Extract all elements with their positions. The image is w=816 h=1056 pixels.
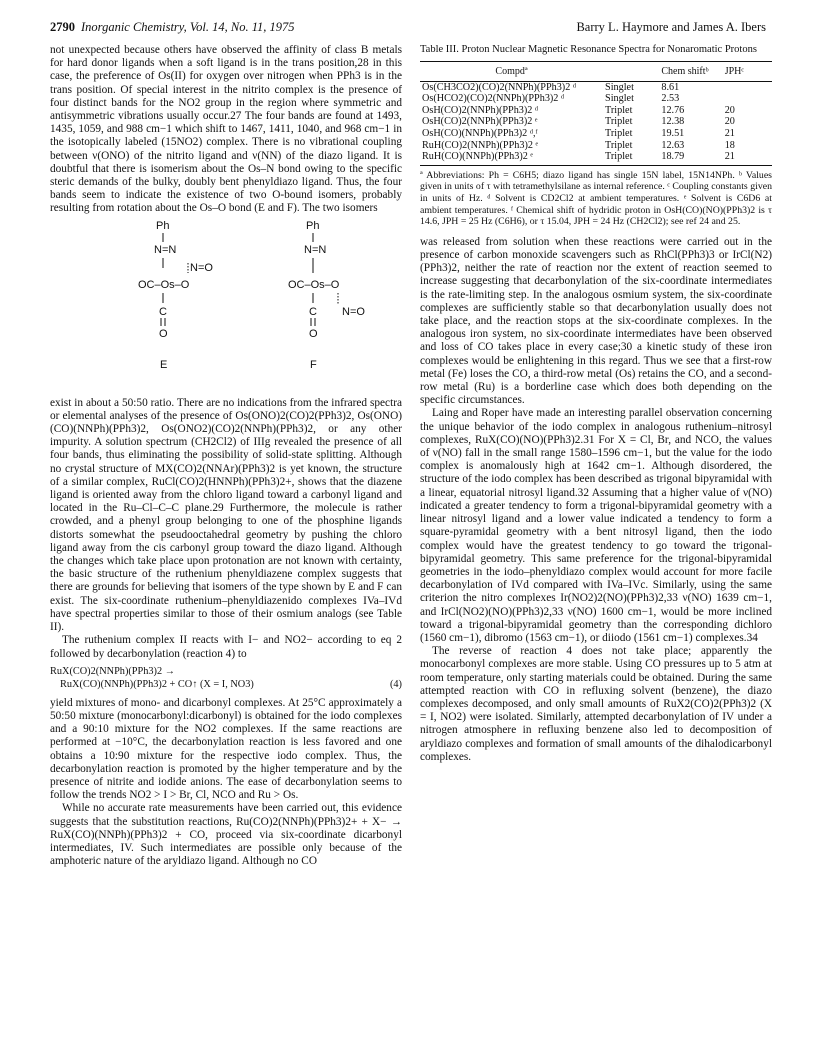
cell-shift: 2.53 [661,93,680,105]
author-names: Barry L. Haymore and James A. Ibers [576,20,766,34]
table-row [420,151,772,165]
equation-line: RuX(CO)(NNPh)(PPh3)2 + CO↑ (X = I, NO3) [60,678,254,690]
table-row [420,105,772,117]
paragraph: yield mixtures of mono- and dicarbonyl complexes. At 25°C approximately a 50:50 mixture (monocarbonyl:dicarbonyl) is obtained for the iodo complexes and a 90:10 mixture for the NO2 complexes. If the same reactions are performed at −10°C, the decarbonylation reaction is less favored and one obtains a 10:90 mixture for the respective iodo complex. Thus, the decarbonylation reaction is promoted by the higher temperature and by the presence of nitrite and iodide anions. The ease of decarbonylation seems to follow the trends NO2 > I > Br, Cl, NCO and Ru > Os. [50,696,402,802]
running-header [50,20,766,38]
cell-multiplicity: Triplet [603,151,659,165]
cell-coupling: 21 [723,151,772,165]
paragraph: Laing and Roper have made an interesting parallel observation concerning the unique behavior of the iodo complex in analogous ruthenium–nitrosyl complexes, RuX(CO)(NO)(PPh3)2.31 For X = Cl, Br, and NCO, the values of ν(NO) fall in the small range 1580–1596 cm−1, but the value for the iodo complex is anomalously high at 1642 cm−1. Although disordered, the structure of the iodo complex has been described as trigonal bipyramidal with a linear, equatorial nitrosyl ligand.32 Assuming that a higher value of ν(NO) indicated a greater tendency to form a trigonal-bipyramidal geometry with a linear nitrosyl ligand and a lower value indicated a tendency to form a square-pyramidal geometry with a bent nitrosyl ligand, then the iodo complex would have the greatest tendency to go toward the trigonal-bipyramidal geometry. This same preference for the trigonal-bipyramidal geometries in the iodo–phenyldiazo complex would account for more facile decarbonylation of IVd compared with IVa–IVc. Similarly, using the same criterion the nitro complexes Ir(NO2)2(NO)(PPh3)2,33 ν(NO) 1639 cm−1, and IrCl(NO2)(NO)(PPh3)2,33 ν(NO) 1600 cm−1, would be more inclined toward a trigonal-bipyramidal geometry than the corresponding dichloro (1560 cm−1), dibromo (1563 cm−1), or diiodo (1561 cm−1) complexes.34 [420,407,772,644]
table-footnotes: ª Abbreviations: Ph = C6H5; diazo ligand has single 15N label, 15N14NPh. ᵇ Values given in units of τ with tetramethylsilane as internal reference. ᶜ Coupling constants given in units of Hz. ᵈ Solvent is CD2Cl2 at ambient temperatures. ᵉ Solvent is C6D6 at ambient temperatures. ᶠ Chemical shift of hydridic proton in OsH(CO)(NO)(PPh3)2 is τ 14.6, JPH = 25 Hz (C6H6), or τ 15.04, JPH = 24 Hz (CH2Cl2); see ref 24 and 25. [420,169,772,228]
right-column [420,44,772,764]
table-row [420,128,772,140]
cell-multiplicity: Triplet [605,139,633,151]
cell-compound: RuH(CO)2(NNPh)(PPh3)2 ᵉ [422,139,539,151]
table-row [420,81,772,93]
diazo-label: N=N [304,243,327,256]
cell-multiplicity: Singlet [605,93,634,105]
diazo-label: N=N [154,243,177,256]
left-column [50,44,402,868]
cell-coupling: 18 [724,139,735,151]
paragraph: The ruthenium complex II reacts with I− and NO2− according to eq 2 followed by decarbonylation (reaction 4) to [50,634,402,660]
cell-compound: RuH(CO)(NNPh)(PPh3)2 ᵉ [420,151,603,165]
cell-shift: 12.63 [661,139,685,151]
metal-core-label: OC–Os–O [288,278,340,291]
equation-line: RuX(CO)2(NNPh)(PPh3)2 → [50,665,175,677]
metal-core-label: OC–Os–O [138,278,190,291]
page-number: 2790 [50,20,75,34]
isomer-e-label: E [160,358,168,371]
cell-compound: Os(CH3CO2)(CO)2(NNPh)(PPh3)2 ᵈ [422,81,577,93]
column-header: Chem shiftᵇ [659,61,722,81]
cell-coupling: 20 [724,104,735,116]
table-row [420,93,772,105]
cell-shift: 12.38 [661,116,685,128]
isomer-f-label: F [310,358,317,371]
table-header-row [420,61,772,81]
equation-number: (4) [389,678,402,690]
nitroso-label: N=O [190,261,213,274]
cell-compound: OsH(CO)2(NNPh)(PPh3)2 ᵈ [422,104,539,116]
table-row [420,140,772,152]
column-header: JPHᶜ [723,61,772,81]
cell-compound: Os(HCO2)(CO)2(NNPh)(PPh3)2 ᵈ [422,93,565,105]
isomer-structures [50,218,402,393]
cell-compound: OsH(CO)(NNPh)(PPh3)2 ᵈ,ᶠ [422,128,538,140]
phenyl-label: Ph [156,219,170,232]
oxygen-label: O [309,327,318,340]
nitroso-label: N=O [342,305,365,318]
structure-f [288,220,365,371]
nmr-table [420,61,772,166]
cell-multiplicity: Triplet [605,128,633,140]
cell-coupling: 20 [724,116,735,128]
cell-shift: 18.79 [659,151,722,165]
cell-shift: 12.76 [661,104,685,116]
carbon-label: C [159,305,167,318]
paragraph: The reverse of reaction 4 does not take place; apparently the monocarbonyl complexes are more stable. Using CO pressures up to 5 atm at room temperature, only starting materials could be obtained. During the same attempted reaction with CO in refluxing solvent (benzene), the diazo complexes decomposed, and only small amounts of RuX2(CO)2(PPh3)2 (X = I, NO2) were isolated. Similarly, attempted decarbonylation of IV under a nitrogen atmosphere in refluxing benzene also led to decomposition of aryldiazo complexes and formation of small amounts of the dihalodicarbonyl complexes. [420,645,772,763]
paragraph: not unexpected because others have observed the affinity of class B metals for hard donor ligands when a soft ligand is in the trans position,28 in this case, the preference of Os(II) for oxygen over nitrogen when PPh3 is in the trans position. Of special interest in the nitrito complex is the presence of four distinct bands for the NO2 group in the region where symmetric and antisymmetric vibrations usually occur.27 The four bands are found at 1493, 1435, 1059, and 988 cm−1 which shift to 1467, 1411, 1040, and 968 cm−1 in the isotopically labeled (15NO2) complex. There is no vibrational coupling between ν(ONO) of the nitrito ligand and ν(NN) of the diazo ligand. It is doubtful that there is isomerism about the Os–N bond owing to the specific steric demands of the bulky, doubly bent phenyldiazo ligand. Thus, the four bands seem to indicate the existence of two O-bound isomers, probably resulting from rotation about the Os–O bond (E and F). The two isomers [50,44,402,215]
paragraph: was released from solution when these reactions were carried out in the presence of carbon monoxide scavengers such as RhCl(PPh3)3 or IrCl(N2)(PPh3)2, neither the rate of reaction nor the extent of reaction seemed to increase suggesting that decarbonylation of the six-coordinate intermediates is the rate-limiting step. In the analogous osmium system, the six-coordinate complexes are sufficiently stable so that decarbonylation usually does not take place, and the reaction stops at the six-coordinate complexes. In the analogous iron system, no six-coordinate intermediates have been observed and loss of CO takes place in every case;30 a kinetic study of these iron complexes would be enlightening in this regard. Thus we see that a first-row metal (Fe) loses the CO, a third-row metal (Os) retains the CO, and a second-row metal (Ru) is a borderline case which does both depending on the specific circumstances. [420,235,772,407]
column-header [603,61,659,81]
structure-e [138,220,213,371]
paragraph: While no accurate rate measurements have been carried out, this evidence suggests that the substitution reactions, Ru(CO)2(NNPh)(PPh3)2+ + X− → RuX(CO)(NNPh)(PPh3)2 + CO, proceed via six-coordinate dicarbonyl intermediates, IV. Such intermediates are possible only because of the amphoteric nature of the aryldiazo ligand. Although no CO [50,802,402,868]
table-row [420,116,772,128]
isomer-scheme [50,218,402,393]
cell-shift: 8.61 [661,81,680,93]
cell-multiplicity: Triplet [605,104,633,116]
carbon-label: C [309,305,317,318]
paragraph: exist in about a 50:50 ratio. There are no indications from the infrared spectra or elemental analyses of the presence of Os(ONO)2(CO)2(PPh3)2, Os(ONO)(CO)(NNPh)(PPh3)2, Os(ONO2)(CO)2(NNPh)(PPh3)2, or any other impurity. A solution spectrum (CH2Cl2) of IIIg revealed the presence of all four bands, thus eliminating the possibility of solid-state splitting. Although no crystal structure of MX(CO)2(NNAr)(PPh3)2 is yet known, the structure of a similar complex, RuCl(CO)2(HNNPh)(PPh3)2+, shows that the diazene ligand is oriented away from the chloro ligand toward a carbonyl ligand and located in the Ru–Cl–C–C plane.29 Furthermore, the molecule is rather crowded, and a phenyl group belonging to one of the phosphine ligands distorts somewhat the pseudooctahedral geometry by pushing the chloro ligand away from the cis carbonyl group toward the diazo ligand. Although the changes which take place upon protonation are not known with certainty, the basic structure of the ruthenium phenyldiazene complex suggests that there are grounds for believing that isomers of the type shown by E and F can exist. The six-coordinate ruthenium–phenyldiazenido complexes IVa–IVd have spectral properties similar to those of their osmium analogs (see Table II). [50,396,402,634]
equation-4 [50,665,402,691]
journal-citation: Inorganic Chemistry, Vol. 14, No. 11, 1975 [81,20,295,34]
cell-shift: 19.51 [661,128,685,140]
table-title: Table III. Proton Nuclear Magnetic Resonance Spectra for Nonaromatic Protons [420,44,757,55]
cell-compound: OsH(CO)2(NNPh)(PPh3)2 ᵉ [422,116,538,128]
cell-coupling: 21 [724,128,735,140]
cell-multiplicity: Triplet [605,116,633,128]
oxygen-label: O [159,327,168,340]
cell-multiplicity: Singlet [605,81,634,93]
cell-coupling [723,81,772,93]
column-header: Compdª [420,61,603,81]
phenyl-label: Ph [306,219,320,232]
cell-coupling [723,93,772,105]
